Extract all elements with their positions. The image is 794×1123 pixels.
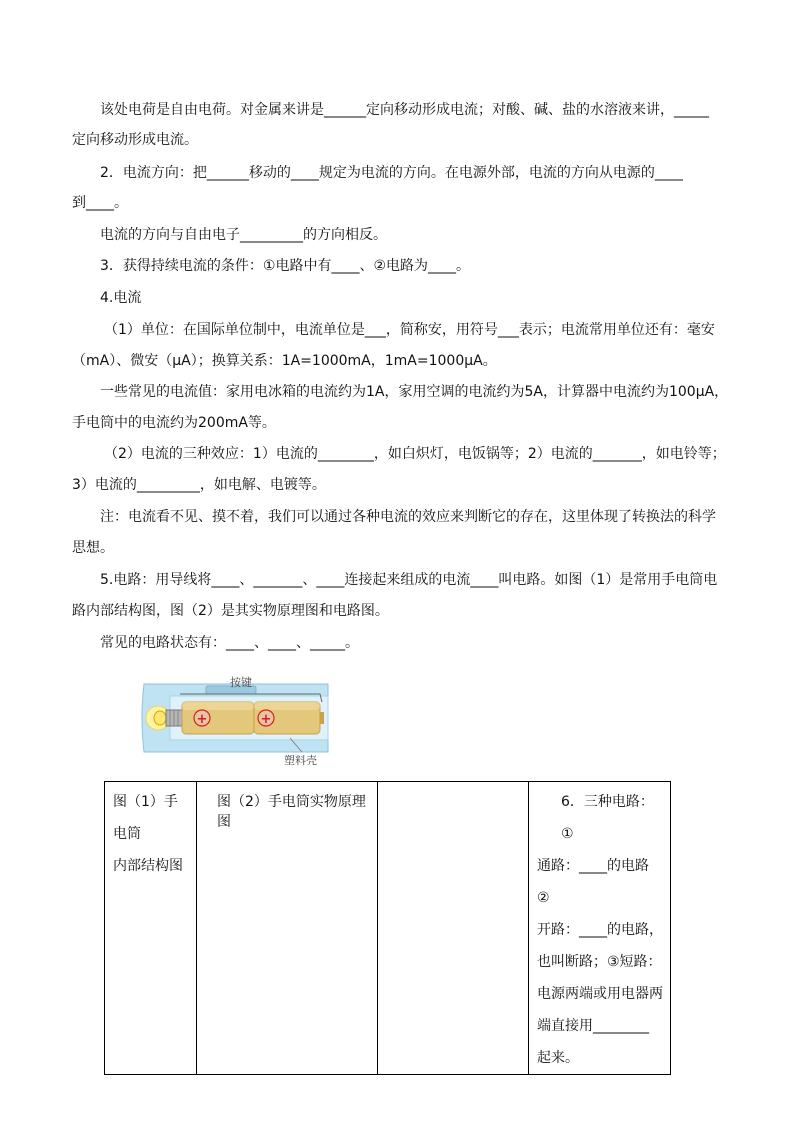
table-row (105, 782, 671, 1075)
plus-sign-1: + (196, 712, 208, 727)
text-line-electron-direction: 电流的方向与自由电子_________的方向相反。 (100, 227, 387, 243)
three-circuits-line-7: 起来。 (537, 1050, 579, 1066)
text-line-common-values-2: 手电筒中的电流约为200mA等。 (72, 415, 276, 431)
cell-figure-1-line-2: 内部结构图 (113, 858, 183, 874)
text-line-three-effects-2: 3）电流的_________，如电解、电镀等。 (72, 477, 326, 493)
battery-terminal (320, 712, 324, 724)
three-circuits-line-1: 6．三种电路：① (561, 794, 654, 842)
three-circuits-line-6: 端直接用________ (537, 1018, 649, 1034)
text-line-note-1: 注：电流看不见、摸不着，我们可以通过各种电流的效应来判断它的存在，这里体现了转换法的科学 (100, 509, 716, 525)
text-line-common-values-1: 一些常见的电流值：家用电冰箱的电流约为1A，家用空调的电流约为5A，计算器中电流约为100μA， (100, 384, 729, 400)
text-line-three-effects-1: （2）电流的三种效应：1）电流的________，如白炽灯，电饭锅等；2）电流的_______，如电铃等； (104, 446, 726, 462)
text-line-current-direction-2: 到____。 (72, 195, 128, 211)
circuit-table (104, 781, 671, 1075)
cell-three-circuits (529, 782, 671, 1075)
plus-sign-2: + (260, 712, 272, 727)
text-line-circuit-states: 常见的电路状态有：____、____、_____。 (100, 635, 359, 651)
text-line-unit-1: （1）单位：在国际单位制中，电流单位是___，简称安，用符号___表示；电流常用单位还有：毫安 (104, 322, 715, 338)
bulb (154, 711, 166, 725)
three-circuits-line-5: 电源两端或用电器两 (537, 986, 663, 1002)
text-line-note-2: 思想。 (72, 540, 114, 556)
cell-figure-1-line-1: 图（1）手电筒 (113, 794, 178, 842)
text-line-free-charge-2: 定向移动形成电流。 (72, 132, 198, 148)
label-plastic-shell: 塑料壳 (284, 754, 317, 767)
three-circuits-line-4: 也叫断路；③短路： (537, 954, 662, 970)
cell-figure-1 (105, 782, 197, 1075)
text-line-unit-2: （mA）、微安（μA）；换算关系：1A=1000mA，1mA=1000μA。 (72, 353, 497, 369)
cell-empty-text (378, 782, 528, 792)
text-line-continuous-current: 3．获得持续电流的条件：①电路中有____、②电路为____。 (100, 258, 471, 274)
cell-figure-2 (197, 782, 378, 1075)
text-line-circuit-2: 路内部结构图，图（2）是其实物原理图和电路图。 (72, 603, 389, 619)
label-button: 按键 (230, 676, 252, 689)
text-line-circuit-1: 5.电路：用导线将____、_______、____连接起来组成的电流____叫电路。如图（1）是常用手电筒电 (100, 572, 718, 588)
text-line-current-direction-1: 2．电流方向：把______移动的____规定为电流的方向。在电源外部，电流的方向从电源的____ (100, 165, 683, 181)
cell-empty (378, 782, 529, 1075)
cell-figure-2-text: 图（2）手电筒实物原理图 (217, 794, 366, 830)
section-heading-current: 4.电流 (100, 290, 142, 306)
three-circuits-line-3: 开路：____的电路， (537, 922, 663, 938)
flashlight-figure (140, 672, 340, 770)
three-circuits-line-2: 通路：____的电路 ② (537, 858, 649, 906)
text-line-free-charge-1: 该处电荷是自由电荷。对金属来讲是______定向移动形成电流；对酸、碱、盐的水溶液来讲，_____ (100, 102, 709, 118)
